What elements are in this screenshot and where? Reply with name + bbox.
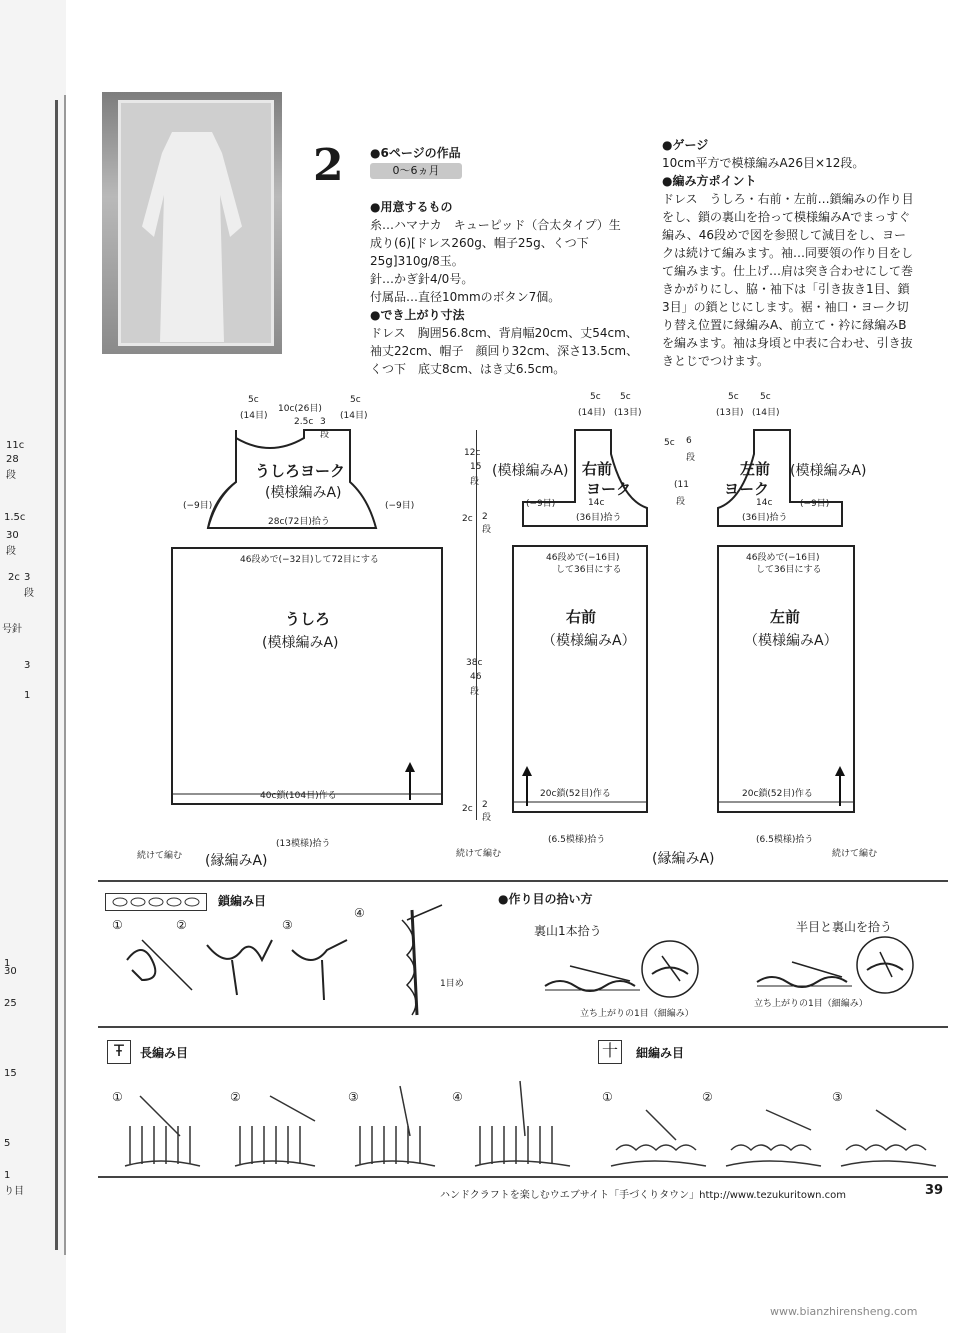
side-label: 3 xyxy=(24,572,31,583)
v-dim: 6 xyxy=(686,436,692,446)
pick-label: (13模様)拾う xyxy=(276,839,331,849)
continue-label: 続けて編む xyxy=(832,849,878,859)
v-dim: 2 xyxy=(482,512,488,522)
side-label: 11c xyxy=(6,440,25,451)
step-number: ② xyxy=(176,918,187,932)
back-pattern: (模様編みA) xyxy=(262,635,339,651)
pick-label: 28c(72目)拾う xyxy=(268,517,330,527)
materials-line: 付属品…直径10mmのボタン7個。 xyxy=(370,290,561,304)
pickup-title: ●作り目の拾い方 xyxy=(498,892,593,906)
materials-line: 針…かぎ針4/0号。 xyxy=(370,272,474,286)
dec-label: (−9目) xyxy=(800,499,830,509)
side-label: 3 xyxy=(24,660,31,671)
side-label: 25 xyxy=(4,998,17,1009)
left-front-label: 左前 xyxy=(770,608,801,626)
side-label: 段 xyxy=(6,470,16,481)
step-number: ③ xyxy=(832,1090,843,1104)
source-ref: ●6ページの作品 xyxy=(370,146,461,160)
pickup-ura1: 裏山1本拾う xyxy=(534,924,602,938)
left-yoke-pattern: (模様編みA) xyxy=(790,463,867,479)
start-label: 立ち上がりの1目（細編み） xyxy=(754,999,868,1009)
side-label: 28 xyxy=(6,454,19,465)
right-yoke-label-2: ヨーク xyxy=(586,480,632,498)
sc-symbol-icon: 十 xyxy=(598,1040,622,1064)
side-label: 5 xyxy=(4,1138,11,1149)
materials-line: 成り(6)[ドレス260g、帽子25g、くつ下 xyxy=(370,236,589,250)
materials-line: 25g]310g/8玉。 xyxy=(370,254,464,268)
pickup-hanme: 半目と裏山を拾う xyxy=(796,920,893,934)
points-line: クは続けて編みます。袖…同要領の作り目をし xyxy=(662,246,914,260)
pick-label: (36目)拾う xyxy=(742,513,788,523)
size-heading: ●でき上がり寸法 xyxy=(370,308,465,322)
dc-title: 長編み目 xyxy=(140,1046,189,1060)
size-line: ドレス 胸囲56.8cm、背肩幅20cm、丈54cm、 xyxy=(370,326,638,340)
dc-steps-illustration xyxy=(120,1076,580,1172)
pattern-number: 2 xyxy=(313,140,344,191)
spine-edge xyxy=(55,100,58,1250)
dim-label: 5c xyxy=(620,392,631,402)
decrease-label: 46段めで(−16目) xyxy=(746,553,820,563)
back-yoke-label: うしろヨーク xyxy=(255,462,346,480)
v-dim: 2 xyxy=(482,800,488,810)
size-line: くつ下 底丈8cm、はき丈6.5cm。 xyxy=(370,362,566,376)
section-divider xyxy=(98,880,948,882)
dim-label: 段 xyxy=(320,430,330,440)
v-dim: 段 xyxy=(482,525,492,535)
step-number: ① xyxy=(112,1090,123,1104)
points-line: り替え位置に縁編みA、前立て・衿に縁編みB xyxy=(662,318,907,332)
v-dim: 段 xyxy=(676,497,686,507)
step-number: ④ xyxy=(354,906,365,920)
sc-steps-illustration xyxy=(606,1090,946,1172)
side-label: 1 xyxy=(4,1170,11,1181)
points-heading: ●編み方ポイント xyxy=(662,174,757,188)
section-divider xyxy=(98,1026,948,1028)
dim-label: (14目) xyxy=(578,408,606,418)
side-label: 段 xyxy=(6,546,16,557)
side-label: 15 xyxy=(4,1068,17,1079)
materials-line: 糸…ハマナカ キューピッド（合太タイプ）生 xyxy=(370,218,621,232)
dim-label: (14目) xyxy=(240,411,268,421)
dim-label: (14目) xyxy=(752,408,780,418)
back-yoke-pattern: (模様編みA) xyxy=(265,485,342,501)
page-number: 39 xyxy=(925,1183,944,1198)
right-yoke-label-1: 右前 xyxy=(582,460,613,478)
points-line: 3目」の鎖とじにします。裾・袖口・ヨーク切 xyxy=(662,300,909,314)
side-label: 号針 xyxy=(2,624,22,635)
v-dim: 段 xyxy=(482,813,492,823)
dec-label: (−9目) xyxy=(183,501,213,511)
dim-label: 3 xyxy=(320,417,326,427)
side-label: 30 xyxy=(6,530,19,541)
v-dim: 段 xyxy=(470,477,480,487)
step-number: ② xyxy=(230,1090,241,1104)
dim-label: 5c xyxy=(760,392,771,402)
dim-label: 10c(26目) xyxy=(278,404,322,414)
spine-edge-2 xyxy=(64,95,66,1255)
sc-title: 細編み目 xyxy=(636,1046,685,1060)
right-front-label: 右前 xyxy=(566,608,597,626)
step-number: ① xyxy=(112,918,123,932)
dress-photo xyxy=(102,92,282,354)
decrease-label: 46段めで(−16目) xyxy=(546,553,620,563)
step-number: ① xyxy=(602,1090,613,1104)
decrease-label: して36目にする xyxy=(556,565,622,575)
dim-label: 2.5c xyxy=(294,417,314,427)
section-divider xyxy=(98,1176,948,1178)
footer-text: ハンドクラフトを楽しむウエブサイト「手づくりタウン」http://www.tezukuritown.com xyxy=(440,1190,846,1201)
v-dim: 2c xyxy=(462,514,473,524)
materials-heading: ●用意するもの xyxy=(370,200,453,214)
pick-label: (6.5模様)拾う xyxy=(548,835,606,845)
chain-steps-illustration xyxy=(112,900,472,1022)
side-label: り目 xyxy=(4,1186,24,1197)
v-dim: 38c xyxy=(466,658,483,668)
dec-label: (−9目) xyxy=(526,499,556,509)
back-label: うしろ xyxy=(285,610,331,628)
edging-label: (縁編みA) xyxy=(652,851,715,867)
v-dim: 5c xyxy=(664,438,675,448)
right-front-pattern: （模様編みA） xyxy=(542,633,636,649)
gauge-text: 10cm平方で模様編みA26目×12段。 xyxy=(662,156,865,170)
pick-label: (36目)拾う xyxy=(576,513,622,523)
step-number: ④ xyxy=(452,1090,463,1104)
dim-label: 14c xyxy=(756,498,773,508)
gauge-heading: ●ゲージ xyxy=(662,138,709,152)
v-dim: 段 xyxy=(470,687,480,697)
v-dim-line xyxy=(476,430,477,820)
dim-label: 5c xyxy=(350,395,361,405)
dec-label: (−9目) xyxy=(385,501,415,511)
decrease-label: して36目にする xyxy=(756,565,822,575)
pick-label: (6.5模様)拾う xyxy=(756,835,814,845)
chain-label: 40c鎖(104目)作る xyxy=(260,791,337,801)
step-number: ③ xyxy=(282,918,293,932)
points-line: をし、鎖の裏山を拾って模様編みAでまっすぐ xyxy=(662,210,911,224)
dim-label: (13目) xyxy=(716,408,744,418)
start-label: 立ち上がりの1目（細編み） xyxy=(580,1009,694,1019)
left-front-pattern: （模様編みA） xyxy=(744,633,838,649)
dim-label: 5c xyxy=(248,395,259,405)
dim-label: 14c xyxy=(588,498,605,508)
dim-label: 5c xyxy=(590,392,601,402)
side-label: 1 xyxy=(4,958,11,969)
side-label: 1 xyxy=(24,690,31,701)
points-line: 編み、46段めで図を参照して減目をし、ヨー xyxy=(662,228,906,242)
step-number: ② xyxy=(702,1090,713,1104)
right-yoke-pattern: (模様編みA) xyxy=(492,463,569,479)
left-yoke-label-1: 左前 xyxy=(740,460,771,478)
v-dim: (11 xyxy=(674,480,689,490)
chain-label: 20c鎖(52目)作る xyxy=(540,789,611,799)
dim-label: (14目) xyxy=(340,411,368,421)
points-line: ドレス うしろ・右前・左前…鎖編みの作り目 xyxy=(662,192,914,206)
continue-label: 続けて編む xyxy=(137,851,183,861)
dim-label: (13目) xyxy=(614,408,642,418)
chain-title: 鎖編み目 xyxy=(218,894,267,908)
v-dim: 15 xyxy=(470,462,482,472)
decrease-label: 46段めで(−32目)して72目にする xyxy=(240,555,379,565)
step-number: ③ xyxy=(348,1090,359,1104)
size-line: 袖丈22cm、帽子 顔回り32cm、深さ13.5cm、 xyxy=(370,344,639,358)
continue-label: 続けて編む xyxy=(456,849,502,859)
points-line: て編みます。仕上げ…肩は突き合わせにして巻 xyxy=(662,264,914,278)
v-dim: 段 xyxy=(686,453,696,463)
edging-label: (縁編みA) xyxy=(205,853,268,869)
side-label: 段 xyxy=(24,588,34,599)
left-yoke-label-2: ヨーク xyxy=(724,480,770,498)
points-line: きとじでつけます。 xyxy=(662,354,770,368)
v-dim: 2c xyxy=(462,804,473,814)
watermark: www.bianzhirensheng.com xyxy=(770,1305,918,1318)
side-label: 30 xyxy=(4,966,17,977)
first-stitch-label: 1目め xyxy=(440,979,464,989)
v-dim: 12c xyxy=(464,448,481,458)
side-label: 1.5c xyxy=(4,512,26,523)
points-line: を編みます。袖は身頃と中表に合わせ、引き抜 xyxy=(662,336,913,350)
pickup-illustration-2 xyxy=(752,932,922,1002)
v-dim: 46 xyxy=(470,672,482,682)
side-label: 2c xyxy=(8,572,20,583)
pickup-illustration-1 xyxy=(540,936,710,1006)
dim-label: 5c xyxy=(728,392,739,402)
points-line: きかがりにし、脇・袖下は「引き抜き1目、鎖 xyxy=(662,282,910,296)
age-badge: 0〜6ヵ月 xyxy=(370,163,462,179)
dc-symbol-icon: Ŧ xyxy=(107,1040,131,1064)
chain-label: 20c鎖(52目)作る xyxy=(742,789,813,799)
